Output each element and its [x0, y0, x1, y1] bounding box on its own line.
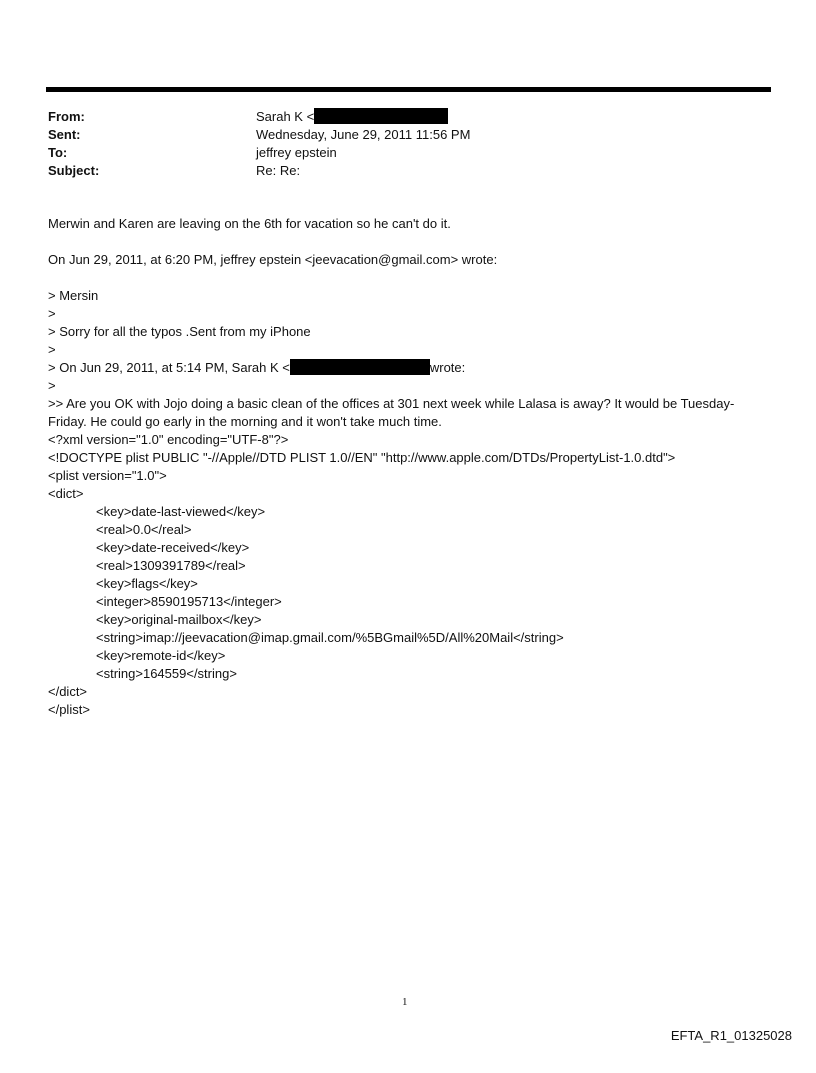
- plist-line: <real>0.0</real>: [96, 522, 192, 537]
- sent-value: Wednesday, June 29, 2011 11:56 PM: [256, 127, 471, 142]
- plist-line: <key>date-received</key>: [96, 540, 250, 555]
- plist-line: <plist version="1.0">: [48, 468, 167, 483]
- plist-line: </dict>: [48, 684, 88, 699]
- subject-label: Subject:: [48, 163, 100, 178]
- quoted-line: [48, 359, 465, 377]
- quoted-line: >> Are you OK with Jojo doing a basic clean of the offices at 301 next week while Lalasa is away? It would be Tuesday-: [48, 396, 735, 411]
- quote-intro-line: On Jun 29, 2011, at 6:20 PM, jeffrey epstein <jeevacation@gmail.com> wrote:: [48, 252, 498, 267]
- quoted-text: > On Jun 29, 2011, at 5:14 PM, Sarah K <: [48, 360, 290, 375]
- quoted-line: > Sorry for all the typos .Sent from my iPhone: [48, 324, 311, 339]
- plist-line: <key>flags</key>: [96, 576, 198, 591]
- quoted-text: wrote:: [429, 360, 466, 375]
- plist-line: <?xml version="1.0" encoding="UTF-8"?>: [48, 432, 289, 447]
- quoted-line: >: [48, 378, 56, 393]
- plist-line: <key>original-mailbox</key>: [96, 612, 262, 627]
- to-value: jeffrey epstein: [256, 145, 337, 160]
- quoted-line: >: [48, 342, 56, 357]
- plist-line: <key>remote-id</key>: [96, 648, 226, 663]
- to-label: To:: [48, 145, 68, 160]
- from-name: Sarah K <: [256, 109, 315, 124]
- plist-line: <integer>8590195713</integer>: [96, 594, 282, 609]
- plist-line: </plist>: [48, 702, 90, 717]
- from-value: [256, 108, 448, 126]
- from-label: From:: [48, 109, 85, 124]
- plist-line: <real>1309391789</real>: [96, 558, 246, 573]
- body-line: Merwin and Karen are leaving on the 6th for vacation so he can't do it.: [48, 216, 451, 231]
- quoted-line: > Mersin: [48, 288, 99, 303]
- redaction-box: [314, 108, 448, 124]
- plist-line: <string>imap://jeevacation@imap.gmail.com/%5BGmail%5D/All%20Mail</string>: [96, 630, 564, 645]
- plist-line: <string>164559</string>: [96, 666, 237, 681]
- header-rule: [46, 87, 771, 92]
- quoted-line: Friday. He could go early in the morning and it won't take much time.: [48, 414, 442, 429]
- quoted-line: >: [48, 306, 56, 321]
- plist-line: <!DOCTYPE plist PUBLIC "-//Apple//DTD PLIST 1.0//EN" "http://www.apple.com/DTDs/PropertyList-1.0.dtd">: [48, 450, 676, 465]
- page-number: 1: [402, 996, 408, 1008]
- sent-label: Sent:: [48, 127, 81, 142]
- plist-line: <dict>: [48, 486, 84, 501]
- document-id: EFTA_R1_01325028: [670, 1028, 792, 1043]
- redaction-box: [290, 359, 430, 375]
- subject-value: Re: Re:: [256, 163, 301, 178]
- plist-line: <key>date-last-viewed</key>: [96, 504, 266, 519]
